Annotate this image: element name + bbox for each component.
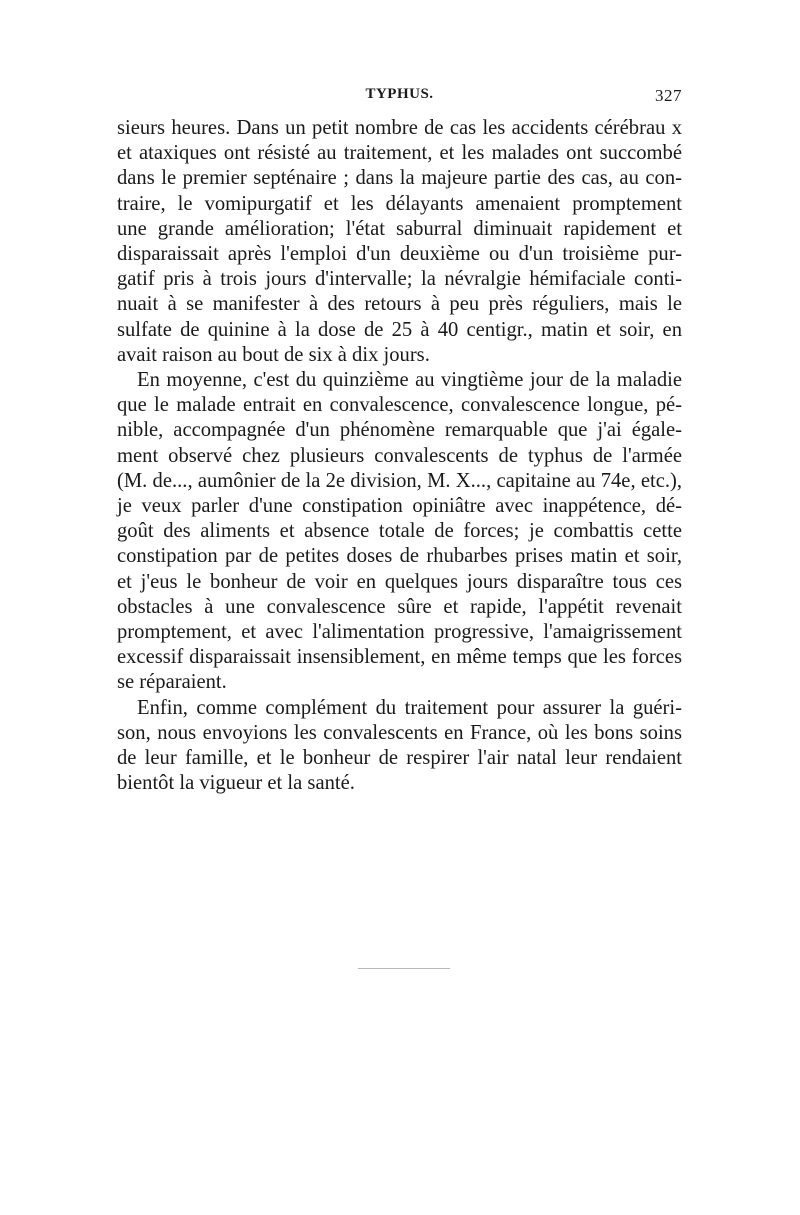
text-line: traire, le vomipurgatif et les délayants amenaient promptement: [117, 192, 682, 215]
text-line: je veux parler d'une constipation opiniâtre avec inappétence, dé-: [117, 495, 682, 518]
text-line: goût des aliments et absence totale de forces; je combattis cette: [117, 520, 682, 543]
text-line: excessif disparaissait insensiblement, en même temps que les forces: [117, 646, 682, 669]
text-line: sulfate de quinine à la dose de 25 à 40 centigr., matin et soir, en: [117, 318, 682, 341]
text-line: nible, accompagnée d'un phénomène remarquable que j'ai égale-: [117, 419, 682, 442]
text-line: son, nous envoyions les convalescents en France, où les bons soins: [117, 721, 682, 744]
body-text: [117, 116, 682, 796]
text-line: sieurs heures. Dans un petit nombre de cas les accidents cérébrau x: [117, 117, 682, 139]
text-line: bientôt la vigueur et la santé.: [117, 772, 355, 795]
running-header: [117, 86, 682, 110]
text-line: obstacles à une convalescence sûre et rapide, l'appétit revenait: [117, 595, 682, 618]
text-line: que le malade entrait en convalescence, convalescence longue, pé-: [117, 394, 682, 417]
text-line: disparaissait après l'emploi d'un deuxième ou d'un troisième pur-: [117, 243, 682, 266]
text-line: gatif pris à trois jours d'intervalle; la névralgie hémifaciale conti-: [117, 268, 682, 291]
text-line: et j'eus le bonheur de voir en quelques jours disparaître tous ces: [117, 570, 682, 593]
text-line: (M. de..., aumônier de la 2e division, M. X..., capitaine au 74e, etc.),: [117, 469, 682, 492]
text-line: promptement, et avec l'alimentation progressive, l'amaigrissement: [117, 621, 682, 644]
text-line: se réparaient.: [117, 671, 227, 694]
page-number: 327: [655, 86, 682, 105]
text-line: ment observé chez plusieurs convalescents de typhus de l'armée: [117, 444, 682, 467]
text-line: et ataxiques ont résisté au traitement, et les malades ont succombé: [117, 142, 682, 165]
text-line: de leur famille, et le bonheur de respirer l'air natal leur rendaient: [117, 747, 682, 770]
closing-rule: [358, 968, 450, 969]
text-line: avait raison au bout de six à dix jours.: [117, 343, 430, 366]
text-line: En moyenne, c'est du quinzième au vingtième jour de la maladie: [137, 369, 682, 392]
text-line: Enfin, comme complément du traitement pour assurer la guéri-: [137, 696, 682, 719]
running-title: TYPHUS.: [365, 86, 434, 102]
text-line: une grande amélioration; l'état saburral diminuait rapidement et: [117, 217, 682, 240]
text-line: dans le premier septénaire ; dans la majeure partie des cas, au con-: [117, 167, 682, 190]
text-line: constipation par de petites doses de rhubarbes prises matin et soir,: [117, 545, 682, 568]
text-line: nuait à se manifester à des retours à peu près réguliers, mais le: [117, 293, 682, 316]
